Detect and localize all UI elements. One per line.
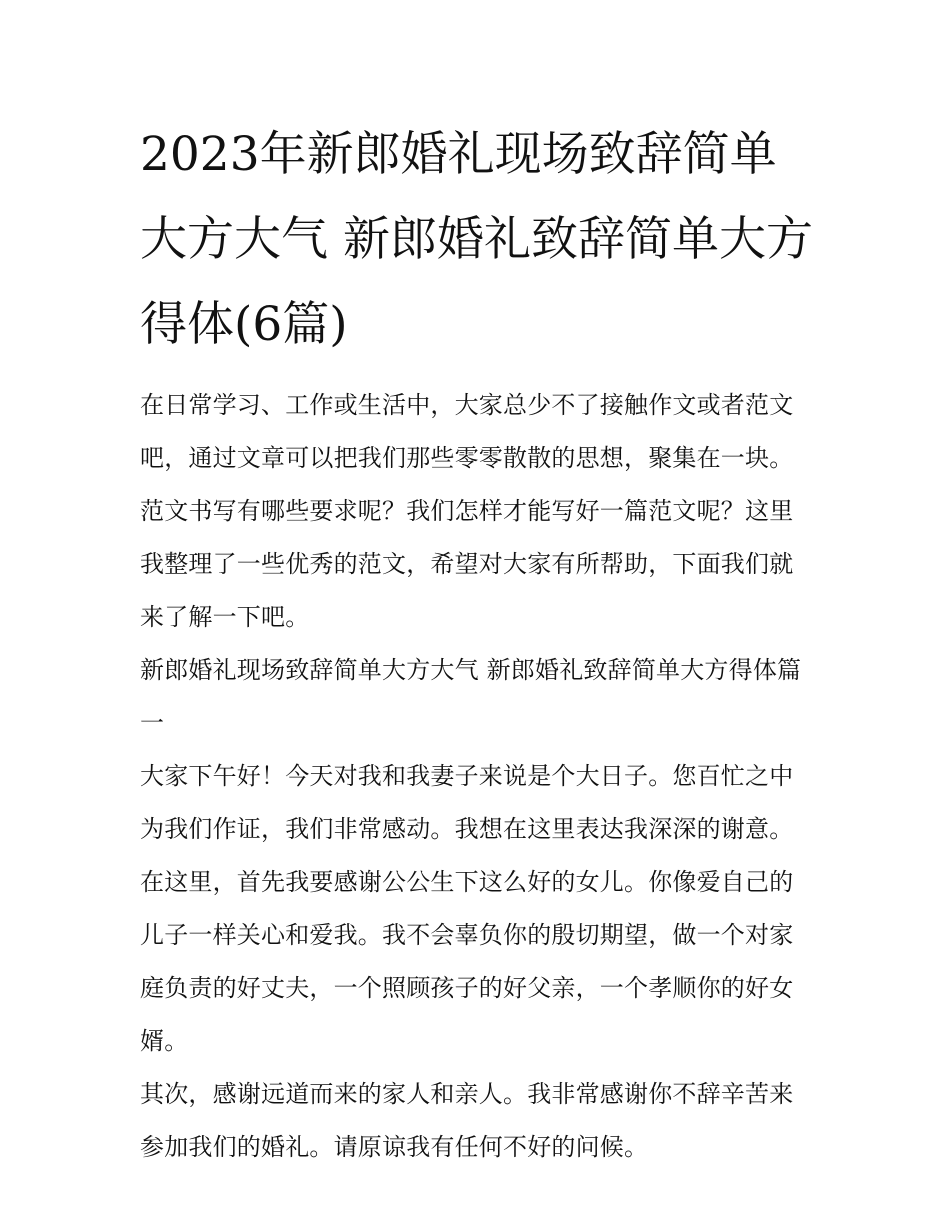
document-page (140, 112, 815, 1174)
speech-paragraph: 其次，感谢远道而来的家人和亲人。我非常感谢你不辞辛苦来参加我们的婚礼。请原谅我有任何不好的问候。 (140, 1080, 794, 1161)
document-title: 2023年新郎婚礼现场致辞简单大方大气 新郎婚礼致辞简单大方得体(6篇) (140, 127, 813, 352)
intro-paragraph: 在日常学习、工作或生活中，大家总少不了接触作文或者范文吧，通过文章可以把我们那些零零散散的思想，聚集在一块。范文书写有哪些要求呢？我们怎样才能写好一篇范文呢？这里我整理了一些优秀的范文，希望对大家有所帮助，下面我们就来了解一下吧。 (140, 391, 794, 631)
section-heading: 新郎婚礼现场致辞简单大方大气 新郎婚礼致辞简单大方得体篇一 (140, 656, 802, 737)
speech-paragraph: 大家下午好！今天对我和我妻子来说是个大日子。您百忙之中为我们作证，我们非常感动。我想在这里表达我深深的谢意。在这里，首先我要感谢公公生下这么好的女儿。你像爱自己的儿子一样关心和爱我。我不会辜负你的殷切期望，做一个对家庭负责的好丈夫，一个照顾孩子的好父亲，一个孝顺你的好女婿。 (140, 762, 794, 1055)
document-body (140, 379, 815, 1174)
